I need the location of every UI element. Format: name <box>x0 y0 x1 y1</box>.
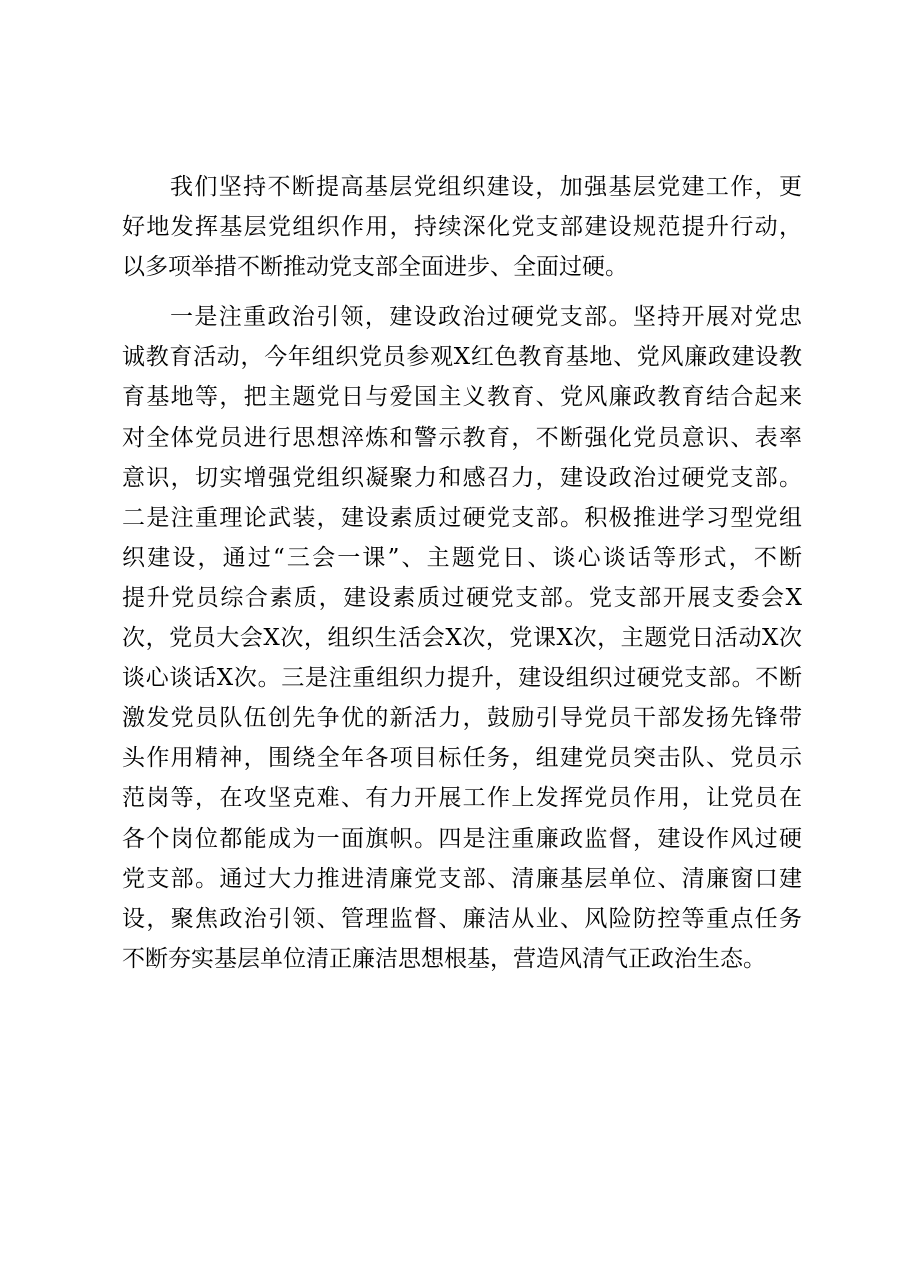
paragraph-gap <box>122 287 802 297</box>
paragraph-line: 好地发挥基层党组织作用，持续深化党支部建设规范提升行动， <box>122 214 802 241</box>
paragraph-line: 我们坚持不断提高基层党组织建设，加强基层党建工作，更 <box>170 174 802 200</box>
paragraph-line: 意识，切实增强党组织凝聚力和感召力，建设政治过硬党支部。 <box>122 464 802 491</box>
paragraph-line: 织建设，通过“三会一课”、主题党日、谈心谈话等形式，不断 <box>122 544 802 571</box>
paragraph-line: 各个岗位都能成为一面旗帜。四是注重廉政监督，建设作风过硬 <box>122 825 802 852</box>
paragraph-line: 设，聚焦政治引领、管理监督、廉洁从业、风险防控等重点任务 <box>122 905 802 932</box>
paragraph-1 <box>122 167 802 287</box>
paragraph-line: 谈心谈话X次。三是注重组织力提升，建设组织过硬党支部。不断 <box>122 665 802 692</box>
paragraph-line: 党支部。通过大力推进清廉党支部、清廉基层单位、清廉窗口建 <box>122 865 802 892</box>
paragraph-line: 次，党员大会X次，组织生活会X次，党课X次，主题党日活动X次 <box>122 625 802 652</box>
paragraph-line: 对全体党员进行思想淬炼和警示教育，不断强化党员意识、表率 <box>122 424 802 451</box>
paragraph-line: 诚教育活动，今年组织党员参观X红色教育基地、党风廉政建设教 <box>122 344 802 371</box>
paragraph-2 <box>122 297 802 979</box>
paragraph-line: 范岗等，在攻坚克难、有力开展工作上发挥党员作用，让党员在 <box>122 785 802 812</box>
paragraph-line: 以多项举措不断推动党支部全面进步、全面过硬。 <box>122 254 628 281</box>
paragraph-line: 一是注重政治引领，建设政治过硬党支部。坚持开展对党忠 <box>170 304 802 331</box>
paragraph-line: 激发党员队伍创先争优的新活力，鼓励引导党员干部发扬先锋带 <box>122 705 802 732</box>
paragraph-line: 提升党员综合素质，建设素质过硬党支部。党支部开展支委会X <box>122 584 802 611</box>
paragraph-line: 头作用精神，围绕全年各项目标任务，组建党员突击队、党员示 <box>122 745 802 772</box>
paragraph-line: 二是注重理论武装，建设素质过硬党支部。积极推进学习型党组 <box>122 504 802 531</box>
paragraph-line: 不断夯实基层单位清正廉洁思想根基，营造风清气正政治生态。 <box>122 945 766 972</box>
document-body <box>122 167 802 979</box>
paragraph-line: 育基地等，把主题党日与爱国主义教育、党风廉政教育结合起来 <box>122 384 802 411</box>
